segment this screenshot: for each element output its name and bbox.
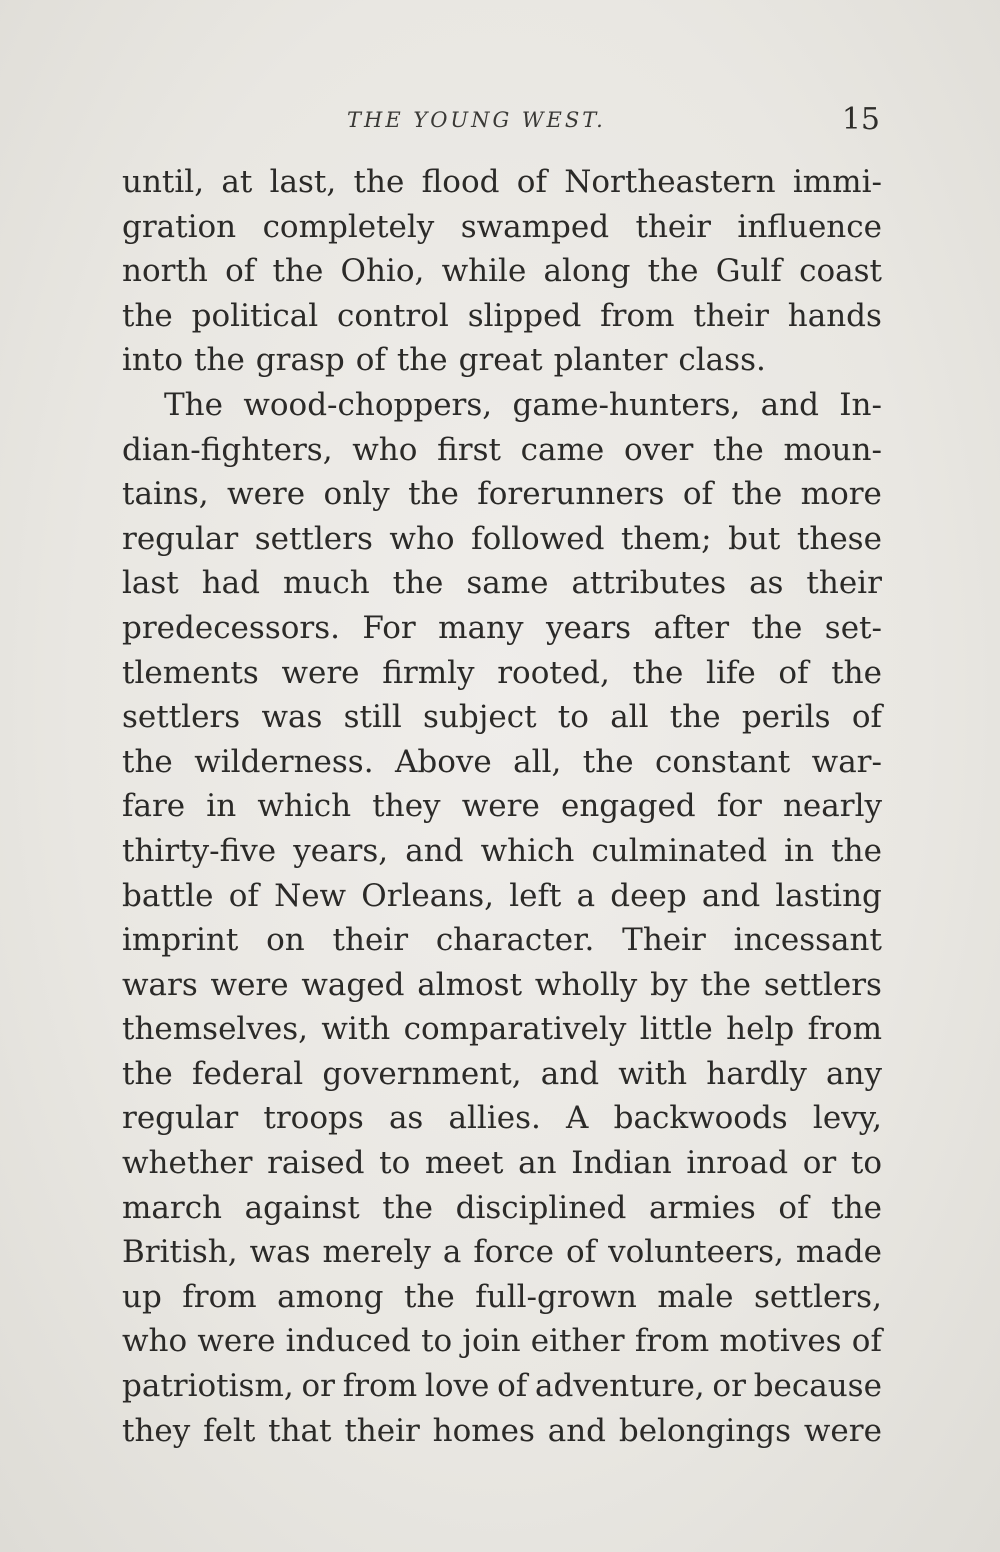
word: or — [802, 1145, 837, 1182]
text-line — [122, 1007, 882, 1052]
word: merely — [322, 1234, 431, 1271]
word: moun- — [783, 431, 882, 468]
word: character. — [435, 922, 595, 959]
word: nearly — [782, 788, 882, 825]
word: help — [726, 1011, 795, 1048]
paragraph — [122, 383, 882, 1453]
word: settlers, — [753, 1278, 882, 1315]
word: settlers — [254, 520, 373, 557]
word: over — [623, 431, 694, 468]
word: north — [122, 253, 208, 290]
word: while — [441, 253, 527, 290]
word: Ohio, — [340, 253, 425, 290]
word: the — [122, 297, 173, 334]
text-line — [122, 695, 882, 740]
word: flood — [421, 164, 500, 200]
word: allies. — [448, 1100, 541, 1137]
text-line — [122, 784, 882, 829]
word: the — [669, 699, 721, 736]
word: of — [497, 1368, 528, 1405]
word: wholly — [534, 966, 638, 1003]
word: subject — [423, 699, 537, 736]
word: government, — [322, 1055, 522, 1092]
word: tlements — [122, 654, 259, 691]
word: armies — [648, 1189, 756, 1226]
text-line — [122, 205, 882, 250]
word: who — [389, 520, 455, 557]
running-title: THE YOUNG WEST. — [347, 108, 606, 132]
word: of — [355, 342, 386, 379]
word: waged — [301, 966, 405, 1003]
word: force — [473, 1234, 554, 1271]
word: same — [466, 565, 549, 602]
word: of — [851, 699, 882, 736]
word: were — [281, 654, 360, 691]
word: adventure, — [535, 1368, 705, 1405]
word: only — [323, 476, 390, 513]
word: patriotism, — [122, 1368, 294, 1405]
word: felt — [203, 1412, 256, 1449]
word: the — [700, 966, 752, 1003]
word: immi- — [792, 164, 882, 200]
word: the — [392, 565, 444, 602]
word: which — [480, 832, 575, 869]
word: up — [122, 1278, 162, 1315]
word: war- — [811, 743, 882, 780]
word: Gulf — [715, 253, 782, 290]
text-line — [122, 517, 882, 562]
word: slipped — [467, 297, 582, 334]
word: which — [257, 788, 352, 825]
word: much — [282, 565, 370, 602]
text-line — [122, 740, 882, 785]
word: the — [731, 476, 783, 513]
word: class. — [678, 342, 766, 379]
word: the — [751, 609, 803, 646]
running-head — [122, 100, 880, 140]
word: wars — [122, 966, 198, 1003]
word: British, — [122, 1234, 238, 1271]
word: For — [362, 609, 416, 646]
word: the — [122, 743, 173, 780]
text-line — [122, 963, 882, 1008]
word: among — [277, 1278, 384, 1315]
word: great — [458, 342, 543, 379]
word: motives — [719, 1323, 842, 1360]
word: political — [191, 297, 319, 334]
word: settlers — [122, 699, 241, 736]
word: and — [547, 1412, 607, 1449]
word: completely — [262, 208, 435, 245]
word: perils — [741, 699, 831, 736]
word: full-grown — [475, 1278, 637, 1315]
word: of — [565, 1234, 597, 1271]
word: volunteers, — [608, 1234, 784, 1271]
text-line — [122, 561, 882, 606]
word: themselves, — [122, 1011, 308, 1048]
text-line — [122, 294, 882, 339]
word: A — [566, 1100, 589, 1137]
word: federal — [191, 1055, 304, 1092]
word: to — [850, 1145, 882, 1182]
word: was — [249, 1234, 311, 1271]
text-line — [122, 338, 882, 383]
word: in — [206, 788, 237, 825]
word: regular — [122, 520, 239, 557]
word: New — [274, 877, 347, 914]
word: to — [421, 1323, 453, 1360]
word: and — [405, 832, 464, 869]
text-line — [122, 1052, 882, 1097]
word: march — [122, 1189, 223, 1226]
word: the — [831, 654, 882, 691]
word: last, — [269, 164, 337, 200]
word: The — [164, 386, 223, 423]
word: Indian — [571, 1145, 672, 1182]
word: or — [712, 1368, 746, 1405]
word: from — [634, 1323, 710, 1360]
word: join — [462, 1323, 521, 1360]
word: troops — [263, 1100, 364, 1137]
word: of — [682, 476, 713, 513]
text-line — [122, 651, 882, 696]
word: gration — [122, 208, 237, 245]
word: homes — [432, 1412, 535, 1449]
word: the — [632, 654, 684, 691]
word: the — [647, 253, 699, 290]
word: induced — [285, 1323, 411, 1360]
word: against — [244, 1189, 360, 1226]
word: to — [379, 1145, 411, 1182]
word: planter — [553, 342, 668, 379]
word: from — [600, 297, 675, 334]
word: after — [653, 609, 730, 646]
body-text — [122, 160, 882, 1453]
word: were — [227, 476, 306, 513]
word: predecessors. — [122, 609, 340, 646]
word: their — [332, 922, 409, 959]
word: constant — [654, 743, 791, 780]
word: the — [712, 431, 764, 468]
word: swamped — [460, 208, 610, 245]
word: and — [540, 1055, 600, 1092]
word: of — [228, 877, 259, 914]
word: at — [221, 164, 253, 200]
word: imprint — [122, 922, 239, 959]
word: hands — [787, 297, 882, 334]
word: wilderness. — [194, 743, 374, 780]
word: the — [582, 743, 634, 780]
word: deep — [610, 877, 687, 914]
word: was — [261, 699, 323, 736]
word: in — [784, 832, 815, 869]
word: these — [796, 520, 882, 557]
word: by — [650, 966, 688, 1003]
text-line — [122, 918, 882, 963]
word: their — [635, 208, 712, 245]
word: left — [509, 877, 562, 914]
text-line — [122, 1275, 882, 1320]
text-line — [122, 383, 882, 428]
word: the — [272, 253, 324, 290]
word: culminated — [591, 832, 768, 869]
text-line — [122, 829, 882, 874]
word: coast — [799, 253, 882, 290]
word: male — [657, 1278, 734, 1315]
word: levy, — [812, 1100, 882, 1137]
text-line — [122, 606, 882, 651]
word: as — [388, 1100, 424, 1137]
word: all — [610, 699, 649, 736]
word: wood-choppers, — [243, 386, 493, 423]
word: them; — [620, 520, 712, 557]
word: disciplined — [455, 1189, 627, 1226]
word: game-hunters, — [512, 386, 741, 423]
word: made — [795, 1234, 882, 1271]
word: the — [408, 476, 459, 513]
word: many — [438, 609, 524, 646]
text-line — [122, 1141, 882, 1186]
word: into — [122, 342, 184, 379]
word: battle — [122, 877, 214, 914]
paragraph — [122, 160, 882, 383]
word: followed — [471, 520, 605, 557]
word: the — [396, 342, 448, 379]
word: the — [194, 342, 245, 379]
word: engaged — [560, 788, 696, 825]
word: Above — [394, 743, 492, 780]
word: control — [336, 297, 449, 334]
word: In- — [839, 386, 882, 423]
word: belongings — [618, 1412, 792, 1449]
word: more — [800, 476, 882, 513]
word: a — [442, 1234, 462, 1271]
word: either — [530, 1323, 625, 1360]
word: backwoods — [613, 1100, 788, 1137]
word: whether — [122, 1145, 253, 1182]
word: but — [728, 520, 781, 557]
word: years — [545, 609, 632, 646]
word: rooted, — [497, 654, 610, 691]
word: firmly — [382, 654, 475, 691]
word: they — [372, 788, 441, 825]
word: years, — [293, 832, 389, 869]
word: their — [344, 1412, 420, 1449]
word: their — [806, 565, 882, 602]
word: fare — [122, 788, 186, 825]
word: as — [749, 565, 784, 602]
word: forerunners — [477, 476, 665, 513]
word: attributes — [571, 565, 727, 602]
word: any — [826, 1055, 882, 1092]
text-line — [122, 1096, 882, 1141]
word: grasp — [255, 342, 345, 379]
word: incessant — [733, 922, 882, 959]
word: first — [437, 431, 501, 468]
word: from — [342, 1368, 418, 1405]
word: love — [424, 1368, 490, 1405]
text-line — [122, 1186, 882, 1231]
text-line — [122, 874, 882, 919]
word: of — [516, 164, 547, 200]
word: Their — [622, 922, 706, 959]
word: and — [701, 877, 761, 914]
word: hardly — [706, 1055, 807, 1092]
word: lasting — [775, 877, 882, 914]
word: along — [543, 253, 631, 290]
word: of — [851, 1323, 882, 1360]
word: thirty-five — [122, 832, 277, 869]
word: on — [266, 922, 305, 959]
word: life — [706, 654, 756, 691]
word: set- — [824, 609, 882, 646]
word: who — [122, 1323, 188, 1360]
word: from — [182, 1278, 257, 1315]
word: or — [301, 1368, 335, 1405]
word: the — [382, 1189, 434, 1226]
word: of — [225, 253, 256, 290]
word: the — [831, 1189, 882, 1226]
word: still — [343, 699, 402, 736]
word: because — [753, 1368, 882, 1405]
text-line — [122, 1319, 882, 1364]
word: of — [778, 1189, 809, 1226]
word: last — [122, 565, 179, 602]
text-line — [122, 428, 882, 473]
word: regular — [122, 1100, 239, 1137]
word: raised — [267, 1145, 365, 1182]
text-line — [122, 472, 882, 517]
word: their — [693, 297, 769, 334]
word: almost — [417, 966, 523, 1003]
word: inroad — [686, 1145, 789, 1182]
text-line — [122, 160, 882, 205]
word: until, — [122, 164, 205, 200]
word: meet — [424, 1145, 504, 1182]
word: for — [716, 788, 762, 825]
word: from — [807, 1011, 882, 1048]
word: the — [122, 1055, 173, 1092]
word: an — [518, 1145, 557, 1182]
word: settlers — [763, 966, 882, 1003]
word: the — [403, 1278, 455, 1315]
text-line — [122, 1364, 882, 1409]
word: to — [557, 699, 589, 736]
word: Northeastern — [564, 164, 776, 200]
word: that — [268, 1412, 332, 1449]
word: comparatively — [403, 1011, 627, 1048]
word: with — [321, 1011, 391, 1048]
word: were — [461, 788, 540, 825]
word: and — [760, 386, 819, 423]
word: dian-fighters, — [122, 431, 333, 468]
word: Orleans, — [361, 877, 494, 914]
word: came — [520, 431, 605, 468]
word: of — [778, 654, 809, 691]
word: influence — [737, 208, 882, 245]
word: were — [803, 1412, 882, 1449]
text-line — [122, 1409, 882, 1454]
word: all, — [513, 743, 562, 780]
word: had — [201, 565, 261, 602]
word: the — [353, 164, 405, 200]
page-number: 15 — [841, 102, 880, 137]
word: they — [122, 1412, 191, 1449]
word: the — [831, 832, 882, 869]
word: little — [639, 1011, 713, 1048]
word: were — [210, 966, 289, 1003]
word: with — [618, 1055, 688, 1092]
text-line — [122, 249, 882, 294]
word: who — [352, 431, 418, 468]
word: tains, — [122, 476, 209, 513]
word: a — [576, 877, 596, 914]
word: were — [197, 1323, 276, 1360]
text-line — [122, 1230, 882, 1275]
